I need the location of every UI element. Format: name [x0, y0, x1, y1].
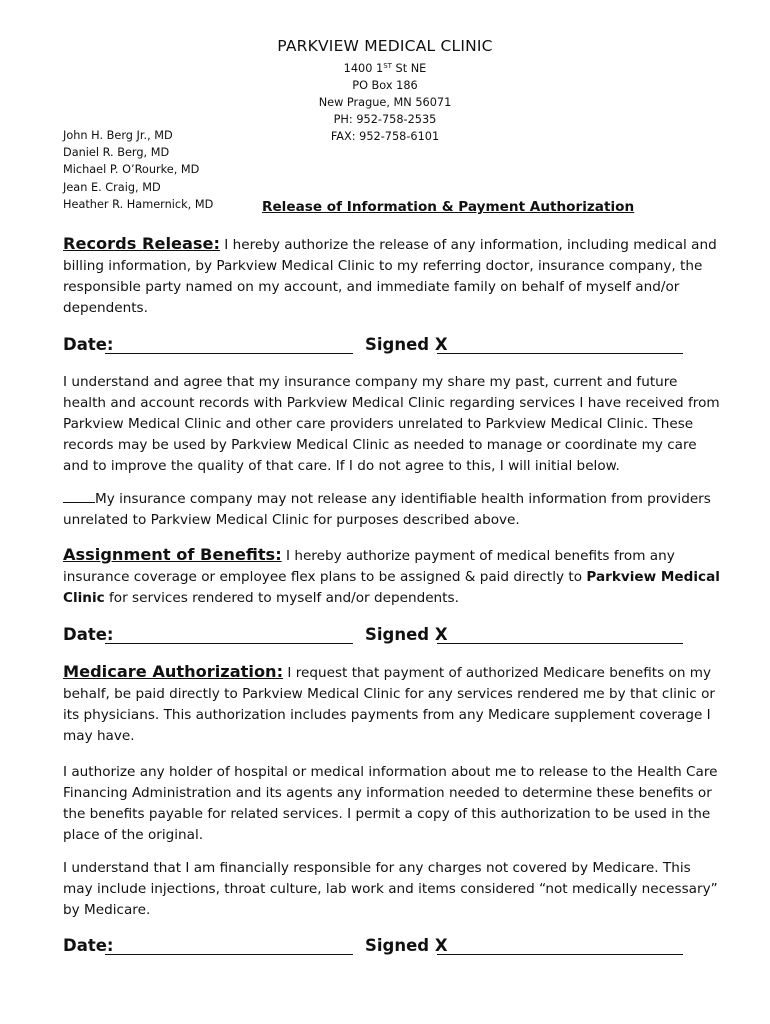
signature-field[interactable] [437, 954, 683, 955]
signed-label: Signed X [365, 335, 448, 354]
date-label: Date: [63, 625, 114, 644]
medicare-heading: Medicare Authorization: [63, 662, 284, 681]
initial-field[interactable] [63, 490, 95, 503]
date-label: Date: [63, 335, 114, 354]
assignment-clinic-name: Parkview Medical Clinic [63, 568, 720, 606]
clinic-phone: PH: 952-758-2535 [333, 113, 437, 126]
medicare-paragraph [63, 662, 723, 747]
signature-field[interactable] [437, 643, 683, 644]
records-release-heading: Records Release: [63, 234, 220, 253]
records-release-text: I hereby authorize the release of any information, including medical and billing information, by Parkview Medical Clinic to my referring doctor, insurance company, the responsible party named on my account, and immediate family on behalf of myself and/or dependents. [63, 237, 717, 316]
signature-row-1 [63, 335, 703, 357]
authorize-holder-paragraph: I authorize any holder of hospital or medical information about me to release to the Health Care Financing Administration and its agents any information needed to determine these benefits or the benefits payable for related services. I permit a copy of this authorization to be used in the place of the original. [63, 764, 718, 843]
doctor-name: Michael P. O’Rourke, MD [63, 163, 200, 177]
date-field[interactable] [105, 353, 353, 354]
clinic-name: PARKVIEW MEDICAL CLINIC [277, 37, 493, 55]
records-release-paragraph [63, 234, 723, 319]
clinic-address-line2: PO Box 186 [352, 79, 418, 92]
signature-row-2 [63, 625, 703, 647]
clinic-address-line3: New Prague, MN 56071 [318, 96, 452, 109]
assignment-heading: Assignment of Benefits: [63, 545, 282, 564]
insurance-share-paragraph: I understand and agree that my insurance company my share my past, current and future health and account records with Parkview Medical Clinic regarding services I have received from Parkview Medical Clinic and other care providers unrelated to Parkview Medical Clinic. These records may be used by Parkview Medical Clinic as needed to manage or coordinate my care and to improve the quality of that care. If I do not agree to this, I will initial below. [63, 374, 720, 474]
signed-label: Signed X [365, 936, 448, 955]
assignment-text-b: for services rendered to myself and/or dependents. [104, 589, 459, 606]
date-field[interactable] [105, 954, 353, 955]
signed-label: Signed X [365, 625, 448, 644]
clinic-address-line1: 1400 1ST St NE [343, 62, 427, 75]
doctor-name: John H. Berg Jr., MD [63, 129, 173, 142]
doctor-name: Heather R. Hamernick, MD [63, 197, 214, 211]
signature-field[interactable] [437, 353, 683, 354]
assignment-text-a: I hereby authorize payment of medical benefits from any insurance coverage or employee flex plans to be assigned & paid directly to [63, 548, 675, 585]
form-title: Release of Information & Payment Authorization [262, 199, 635, 215]
initial-text: My insurance company may not release any identifiable health information from providers unrelated to Parkview Medical Clinic for purposes described above. [63, 491, 711, 528]
signature-row-3 [63, 936, 703, 958]
doctors-list [63, 127, 213, 213]
initial-paragraph [63, 489, 723, 531]
medicare-text: I request that payment of authorized Medicare benefits on my behalf, be paid directly to Parkview Medical Clinic for any services rendered me by that clinic or its physicians. This authorization includes payments from any Medicare supplement coverage I may have. [63, 665, 716, 744]
date-field[interactable] [105, 643, 353, 644]
financial-paragraph: I understand that I am financially responsible for any charges not covered by Medicare. This may include injections, throat culture, lab work and items considered “not medically necessary” by Medicare. [63, 860, 718, 918]
date-label: Date: [63, 936, 114, 955]
assignment-paragraph [63, 545, 723, 609]
doctor-name: Daniel R. Berg, MD [63, 146, 170, 160]
clinic-fax: FAX: 952-758-6101 [330, 130, 440, 143]
doctor-name: Jean E. Craig, MD [63, 180, 161, 194]
